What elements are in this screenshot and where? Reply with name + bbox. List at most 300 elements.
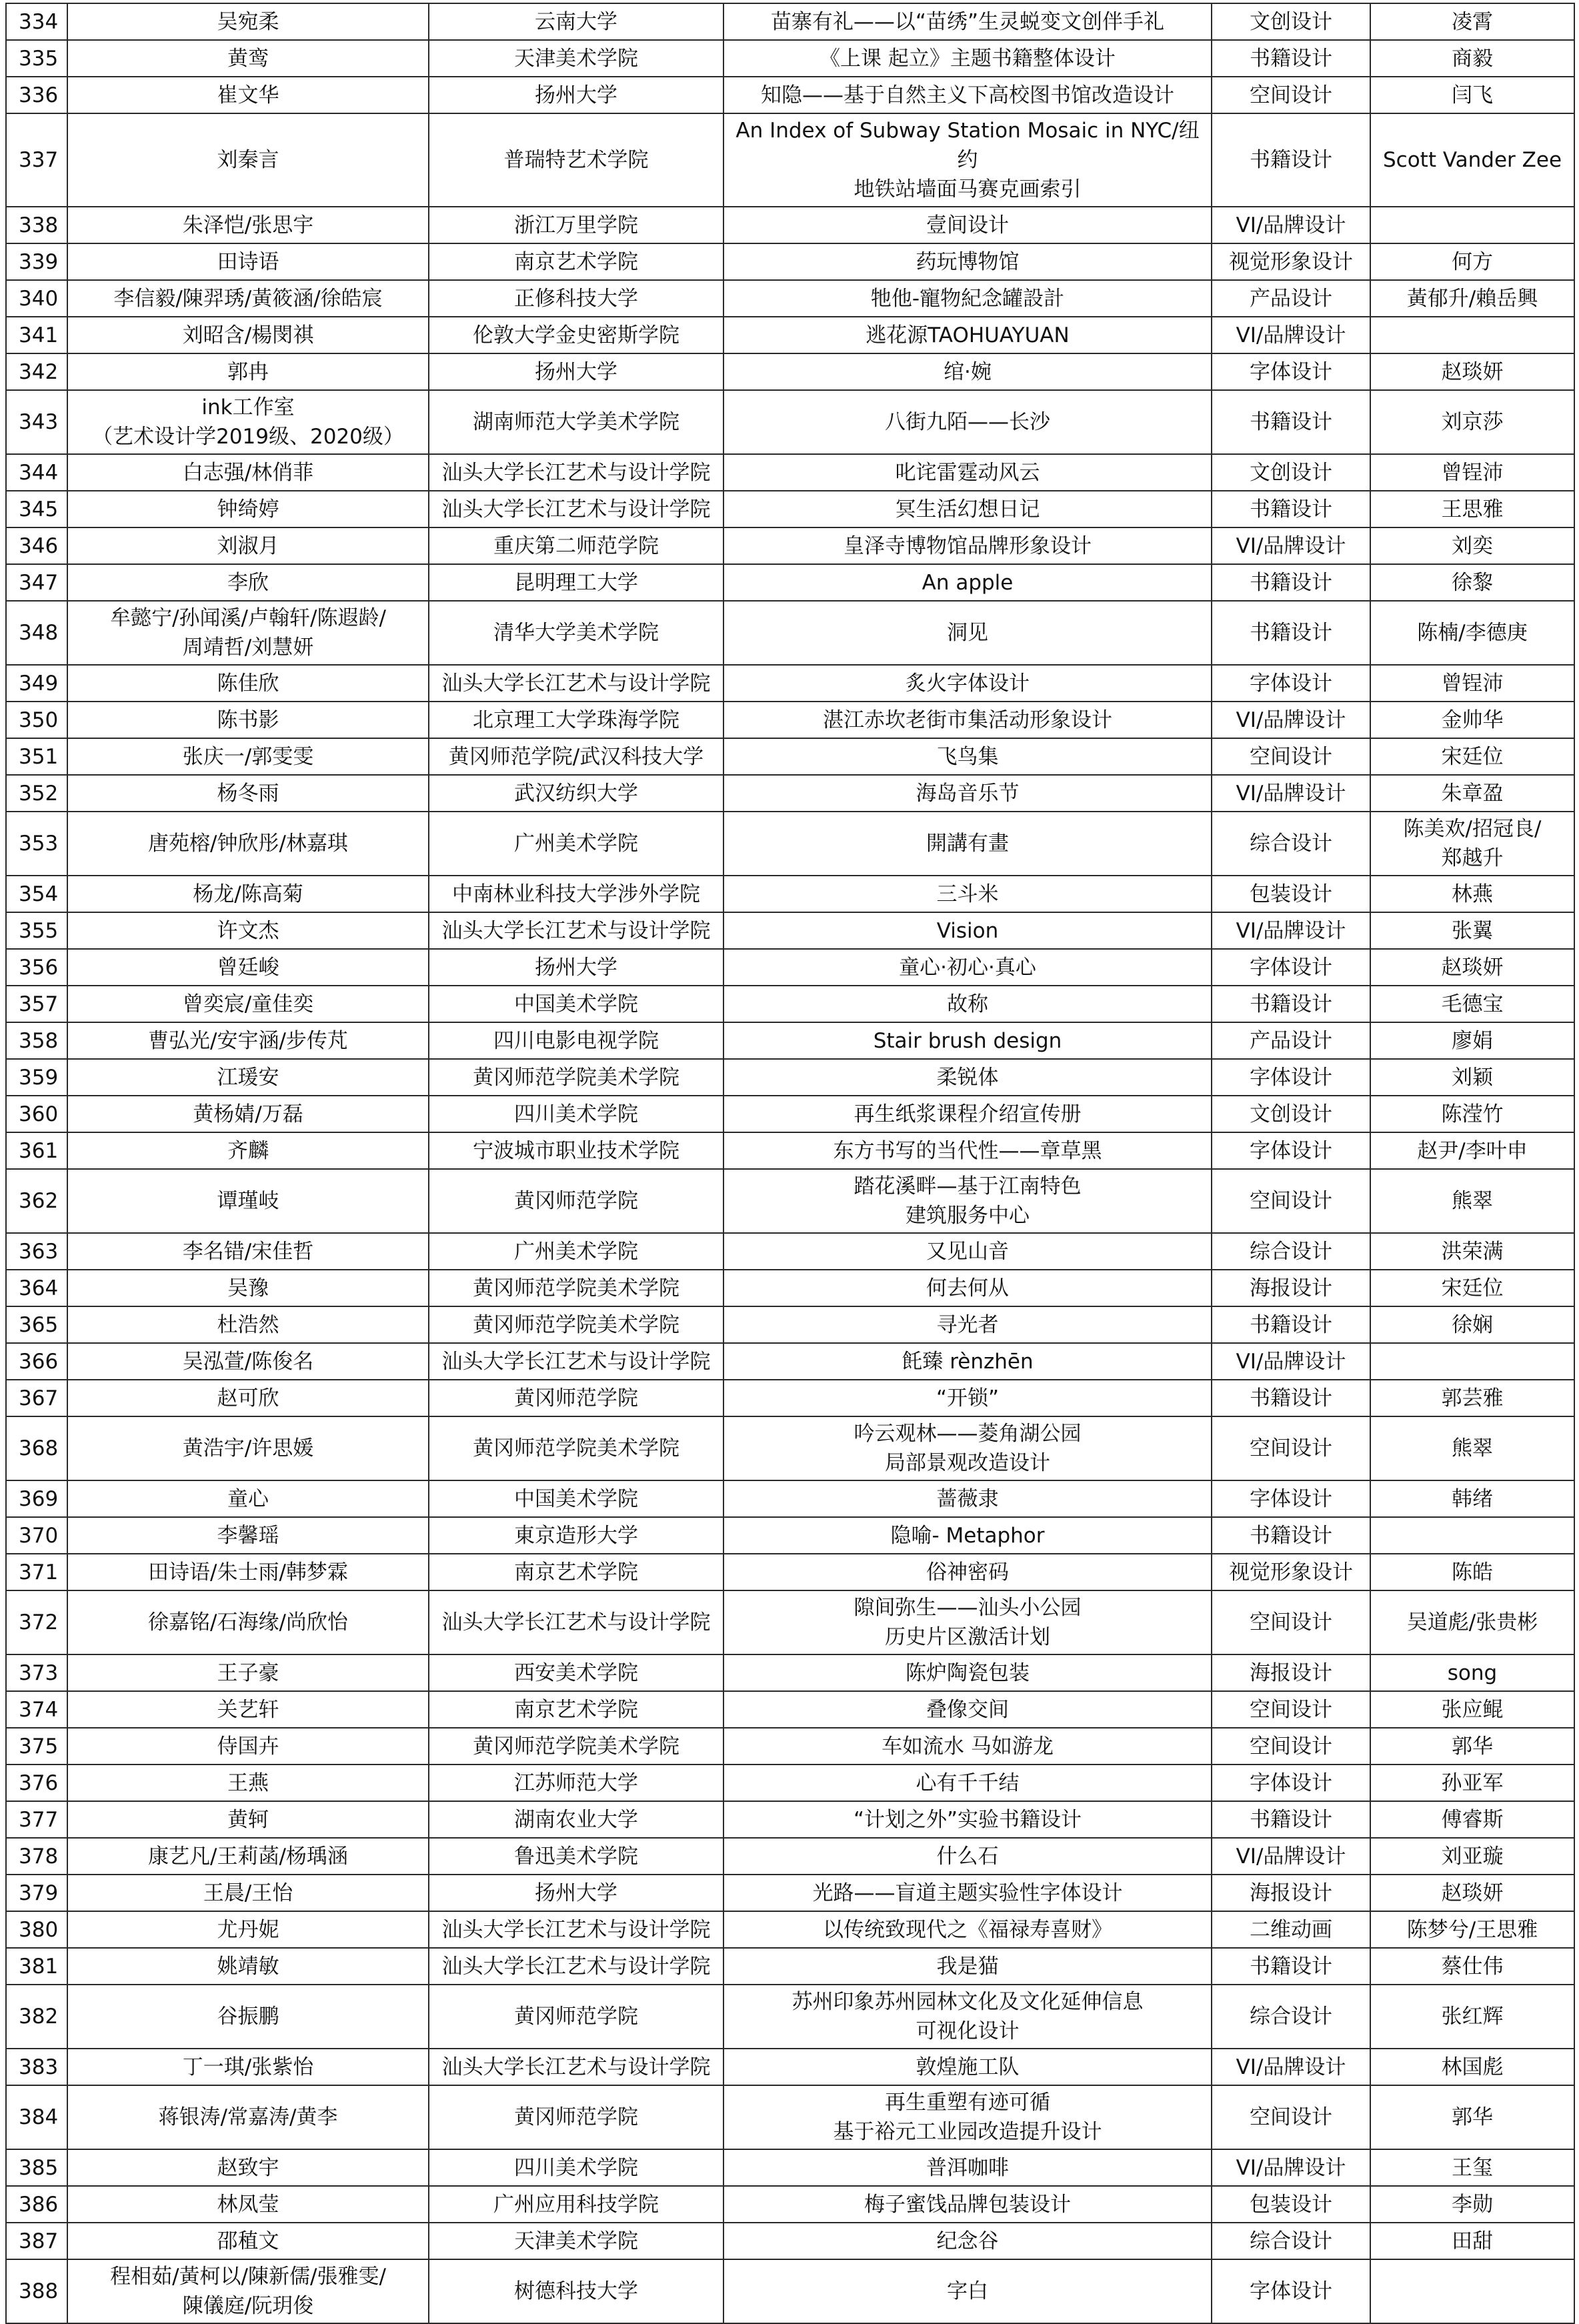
entry-number: 350 — [6, 702, 67, 738]
table-row — [6, 1022, 1574, 1059]
table-row — [6, 876, 1574, 912]
title-cell: “计划之外”实验书籍设计 — [723, 1801, 1212, 1838]
advisor-cell: 刘京莎 — [1370, 390, 1574, 454]
advisor-cell: 徐黎 — [1370, 564, 1574, 601]
entry-number: 347 — [6, 564, 67, 601]
entry-number: 341 — [6, 317, 67, 353]
category-cell: 产品设计 — [1212, 280, 1370, 317]
advisor-cell: 赵琰妍 — [1370, 1875, 1574, 1911]
entry-number: 338 — [6, 207, 67, 243]
author-cell: 关艺轩 — [67, 1691, 429, 1728]
category-cell: 视觉形象设计 — [1212, 243, 1370, 280]
author-cell: 童心 — [67, 1480, 429, 1517]
school-cell: 汕头大学长江艺术与设计学院 — [429, 912, 723, 949]
advisor-cell: 田甜 — [1370, 2223, 1574, 2259]
category-cell: 字体设计 — [1212, 1059, 1370, 1096]
title-cell: 车如流水 马如游龙 — [723, 1728, 1212, 1765]
table-row — [6, 1801, 1574, 1838]
category-cell: 海报设计 — [1212, 1270, 1370, 1306]
category-cell: 书籍设计 — [1212, 1306, 1370, 1343]
table-row — [6, 113, 1574, 207]
category-cell: 文创设计 — [1212, 454, 1370, 491]
advisor-cell: 王思雅 — [1370, 491, 1574, 527]
category-cell: 字体设计 — [1212, 949, 1370, 986]
title-cell: 飞鸟集 — [723, 738, 1212, 775]
table-row — [6, 40, 1574, 77]
results-table — [5, 3, 1575, 2324]
school-cell: 清华大学美术学院 — [429, 601, 723, 665]
table-row — [6, 665, 1574, 702]
school-cell: 汕头大学长江艺术与设计学院 — [429, 1911, 723, 1948]
author-cell: 谭瑾岐 — [67, 1169, 429, 1233]
table-row — [6, 1517, 1574, 1554]
category-cell: 包装设计 — [1212, 876, 1370, 912]
title-cell: 药玩博物馆 — [723, 243, 1212, 280]
title-cell: 心有千千结 — [723, 1765, 1212, 1801]
title-cell: 苏州印象苏州园林文化及文化延伸信息 可视化设计 — [723, 1985, 1212, 2049]
entry-number: 334 — [6, 3, 67, 40]
entry-number: 380 — [6, 1911, 67, 1948]
entry-number: 376 — [6, 1765, 67, 1801]
school-cell: 湖南师范大学美术学院 — [429, 390, 723, 454]
table-row — [6, 1380, 1574, 1416]
author-cell: 杨冬雨 — [67, 775, 429, 812]
entry-number: 387 — [6, 2223, 67, 2259]
school-cell: 四川电影电视学院 — [429, 1022, 723, 1059]
author-cell: 赵致宇 — [67, 2149, 429, 2186]
entry-number: 363 — [6, 1233, 67, 1270]
category-cell: 空间设计 — [1212, 77, 1370, 113]
entry-number: 339 — [6, 243, 67, 280]
school-cell: 汕头大学长江艺术与设计学院 — [429, 1343, 723, 1380]
author-cell: 谷振鹏 — [67, 1985, 429, 2049]
category-cell: 海报设计 — [1212, 1654, 1370, 1691]
school-cell: 正修科技大学 — [429, 280, 723, 317]
school-cell: 汕头大学长江艺术与设计学院 — [429, 1948, 723, 1985]
school-cell: 黄冈师范学院 — [429, 1380, 723, 1416]
entry-number: 353 — [6, 812, 67, 876]
author-cell: 黄轲 — [67, 1801, 429, 1838]
table-row — [6, 1169, 1574, 1233]
school-cell: 黄冈师范学院 — [429, 1985, 723, 2049]
entry-number: 360 — [6, 1096, 67, 1132]
author-cell: 吴豫 — [67, 1270, 429, 1306]
school-cell: 黄冈师范学院美术学院 — [429, 1728, 723, 1765]
category-cell: 二维动画 — [1212, 1911, 1370, 1948]
advisor-cell: 蔡仕伟 — [1370, 1948, 1574, 1985]
school-cell: 汕头大学长江艺术与设计学院 — [429, 491, 723, 527]
author-cell: 姚靖敏 — [67, 1948, 429, 1985]
advisor-cell: song — [1370, 1654, 1574, 1691]
school-cell: 汕头大学长江艺术与设计学院 — [429, 665, 723, 702]
advisor-cell: 张应鲲 — [1370, 1691, 1574, 1728]
table-row — [6, 317, 1574, 353]
advisor-cell: 金帅华 — [1370, 702, 1574, 738]
author-cell: ink工作室 （艺术设计学2019级、2020级） — [67, 390, 429, 454]
title-cell: 八街九陌——长沙 — [723, 390, 1212, 454]
category-cell: 字体设计 — [1212, 1480, 1370, 1517]
table-row — [6, 986, 1574, 1022]
advisor-cell: 刘奕 — [1370, 527, 1574, 564]
title-cell: 柔锐体 — [723, 1059, 1212, 1096]
title-cell: Vision — [723, 912, 1212, 949]
school-cell: 汕头大学长江艺术与设计学院 — [429, 1590, 723, 1654]
advisor-cell: 陈美欢/招冠良/ 郑越升 — [1370, 812, 1574, 876]
advisor-cell: 郭芸雅 — [1370, 1380, 1574, 1416]
school-cell: 黄冈师范学院美术学院 — [429, 1416, 723, 1480]
school-cell: 江苏师范大学 — [429, 1765, 723, 1801]
title-cell: 知隐——基于自然主义下高校图书馆改造设计 — [723, 77, 1212, 113]
category-cell: VI/品牌设计 — [1212, 2049, 1370, 2085]
school-cell: 天津美术学院 — [429, 2223, 723, 2259]
author-cell: 程相茹/黃柯以/陳新儒/張雅雯/ 陳儀庭/阮玥俊 — [67, 2259, 429, 2323]
advisor-cell: 毛德宝 — [1370, 986, 1574, 1022]
advisor-cell: 郭华 — [1370, 1728, 1574, 1765]
author-cell: 吴泓萱/陈俊名 — [67, 1343, 429, 1380]
author-cell: 李馨瑶 — [67, 1517, 429, 1554]
table-row — [6, 207, 1574, 243]
entry-number: 357 — [6, 986, 67, 1022]
title-cell: 三斗米 — [723, 876, 1212, 912]
school-cell: 南京艺术学院 — [429, 1554, 723, 1590]
category-cell: 书籍设计 — [1212, 390, 1370, 454]
school-cell: 北京理工大学珠海学院 — [429, 702, 723, 738]
title-cell: 隙间弥生——汕头小公园 历史片区激活计划 — [723, 1590, 1212, 1654]
category-cell: VI/品牌设计 — [1212, 527, 1370, 564]
title-cell: 飥臻 rènzhēn — [723, 1343, 1212, 1380]
title-cell: 皇泽寺博物馆品牌形象设计 — [723, 527, 1212, 564]
table-row — [6, 1132, 1574, 1169]
category-cell: 空间设计 — [1212, 738, 1370, 775]
table-row — [6, 1554, 1574, 1590]
advisor-cell — [1370, 207, 1574, 243]
advisor-cell: 熊翠 — [1370, 1169, 1574, 1233]
author-cell: 江瑗安 — [67, 1059, 429, 1096]
entry-number: 361 — [6, 1132, 67, 1169]
entry-number: 375 — [6, 1728, 67, 1765]
advisor-cell: 孙亚军 — [1370, 1765, 1574, 1801]
school-cell: 四川美术学院 — [429, 1096, 723, 1132]
school-cell: 南京艺术学院 — [429, 243, 723, 280]
table-row — [6, 1654, 1574, 1691]
category-cell: 海报设计 — [1212, 1875, 1370, 1911]
advisor-cell: 何方 — [1370, 243, 1574, 280]
table-row — [6, 738, 1574, 775]
entry-number: 373 — [6, 1654, 67, 1691]
category-cell: 综合设计 — [1212, 1985, 1370, 2049]
author-cell: 陈佳欣 — [67, 665, 429, 702]
author-cell: 李名错/宋佳哲 — [67, 1233, 429, 1270]
table-body — [6, 3, 1574, 2323]
category-cell: 综合设计 — [1212, 812, 1370, 876]
advisor-cell: 刘亚璇 — [1370, 1838, 1574, 1875]
category-cell: 字体设计 — [1212, 1765, 1370, 1801]
title-cell: 敦煌施工队 — [723, 2049, 1212, 2085]
table-row — [6, 2049, 1574, 2085]
school-cell: 武汉纺织大学 — [429, 775, 723, 812]
title-cell: 光路——盲道主题实验性字体设计 — [723, 1875, 1212, 1911]
table-row — [6, 1948, 1574, 1985]
table-row — [6, 1765, 1574, 1801]
category-cell: 字体设计 — [1212, 1132, 1370, 1169]
advisor-cell: 张翼 — [1370, 912, 1574, 949]
advisor-cell: 张红辉 — [1370, 1985, 1574, 2049]
author-cell: 王燕 — [67, 1765, 429, 1801]
author-cell: 王晨/王怡 — [67, 1875, 429, 1911]
entry-number: 365 — [6, 1306, 67, 1343]
entry-number: 335 — [6, 40, 67, 77]
title-cell: 又见山音 — [723, 1233, 1212, 1270]
category-cell: 书籍设计 — [1212, 1380, 1370, 1416]
entry-number: 386 — [6, 2186, 67, 2223]
category-cell: 书籍设计 — [1212, 491, 1370, 527]
table-row — [6, 2085, 1574, 2149]
school-cell: 中国美术学院 — [429, 986, 723, 1022]
advisor-cell: 陈楠/李德庚 — [1370, 601, 1574, 665]
category-cell: 书籍设计 — [1212, 601, 1370, 665]
advisor-cell: 王玺 — [1370, 2149, 1574, 2186]
advisor-cell: 赵琰妍 — [1370, 949, 1574, 986]
title-cell: 叱诧雷霆动风云 — [723, 454, 1212, 491]
school-cell: 黄冈师范学院/武汉科技大学 — [429, 738, 723, 775]
school-cell: 扬州大学 — [429, 77, 723, 113]
entry-number: 358 — [6, 1022, 67, 1059]
author-cell: 杨龙/陈高菊 — [67, 876, 429, 912]
advisor-cell: 傅睿斯 — [1370, 1801, 1574, 1838]
table-row — [6, 454, 1574, 491]
title-cell: 牠他-寵物紀念罐設計 — [723, 280, 1212, 317]
entry-number: 370 — [6, 1517, 67, 1554]
entry-number: 359 — [6, 1059, 67, 1096]
title-cell: 苗寨有礼——以“苗绣”生灵蜕变文创伴手礼 — [723, 3, 1212, 40]
table-row — [6, 2259, 1574, 2323]
author-cell: 田诗语 — [67, 243, 429, 280]
table-row — [6, 1728, 1574, 1765]
entry-number: 381 — [6, 1948, 67, 1985]
title-cell: 逃花源TAOHUAYUAN — [723, 317, 1212, 353]
category-cell: VI/品牌设计 — [1212, 317, 1370, 353]
school-cell: 扬州大学 — [429, 353, 723, 390]
advisor-cell: 韩绪 — [1370, 1480, 1574, 1517]
table-row — [6, 353, 1574, 390]
entry-number: 351 — [6, 738, 67, 775]
school-cell: 广州美术学院 — [429, 812, 723, 876]
author-cell: 黄杨婧/万磊 — [67, 1096, 429, 1132]
title-cell: 以传统致现代之《福禄寿喜财》 — [723, 1911, 1212, 1948]
table-row — [6, 2186, 1574, 2223]
advisor-cell — [1370, 1343, 1574, 1380]
entry-number: 371 — [6, 1554, 67, 1590]
title-cell: 再生纸浆课程介绍宣传册 — [723, 1096, 1212, 1132]
entry-number: 379 — [6, 1875, 67, 1911]
author-cell: 齐麟 — [67, 1132, 429, 1169]
table-row — [6, 601, 1574, 665]
category-cell: VI/品牌设计 — [1212, 1838, 1370, 1875]
title-cell: 故称 — [723, 986, 1212, 1022]
author-cell: 邵稙文 — [67, 2223, 429, 2259]
title-cell: 開講有畫 — [723, 812, 1212, 876]
title-cell: 俗神密码 — [723, 1554, 1212, 1590]
table-row — [6, 1875, 1574, 1911]
school-cell: 普瑞特艺术学院 — [429, 113, 723, 207]
school-cell: 汕头大学长江艺术与设计学院 — [429, 454, 723, 491]
advisor-cell: 赵琰妍 — [1370, 353, 1574, 390]
school-cell: 重庆第二师范学院 — [429, 527, 723, 564]
title-cell: 何去何从 — [723, 1270, 1212, 1306]
table-row — [6, 1691, 1574, 1728]
title-cell: 踏花溪畔—基于江南特色 建筑服务中心 — [723, 1169, 1212, 1233]
table-row — [6, 280, 1574, 317]
category-cell: 书籍设计 — [1212, 40, 1370, 77]
category-cell: 文创设计 — [1212, 1096, 1370, 1132]
table-row — [6, 949, 1574, 986]
author-cell: 黄鸾 — [67, 40, 429, 77]
author-cell: 康艺凡/王莉菡/杨瑀涵 — [67, 1838, 429, 1875]
category-cell: VI/品牌设计 — [1212, 912, 1370, 949]
table-row — [6, 527, 1574, 564]
advisor-cell: 闫飞 — [1370, 77, 1574, 113]
entry-number: 352 — [6, 775, 67, 812]
table-row — [6, 1590, 1574, 1654]
advisor-cell: 朱章盈 — [1370, 775, 1574, 812]
title-cell: 陈炉陶瓷包装 — [723, 1654, 1212, 1691]
advisor-cell: 陈梦兮/王思雅 — [1370, 1911, 1574, 1948]
school-cell: 天津美术学院 — [429, 40, 723, 77]
category-cell: 书籍设计 — [1212, 113, 1370, 207]
author-cell: 曾奕宸/童佳奕 — [67, 986, 429, 1022]
author-cell: 蒋银涛/常嘉涛/黄李 — [67, 2085, 429, 2149]
author-cell: 牟懿宁/孙闻溪/卢翰轩/陈遐龄/ 周靖哲/刘慧妍 — [67, 601, 429, 665]
category-cell: 空间设计 — [1212, 1691, 1370, 1728]
category-cell: VI/品牌设计 — [1212, 702, 1370, 738]
title-cell: 叠像交间 — [723, 1691, 1212, 1728]
table-row — [6, 1270, 1574, 1306]
author-cell: 郭冉 — [67, 353, 429, 390]
author-cell: 朱泽恺/张思宇 — [67, 207, 429, 243]
category-cell: 字体设计 — [1212, 665, 1370, 702]
entry-number: 378 — [6, 1838, 67, 1875]
advisor-cell: 廖娟 — [1370, 1022, 1574, 1059]
advisor-cell: 吴道彪/张贵彬 — [1370, 1590, 1574, 1654]
table-row — [6, 912, 1574, 949]
entry-number: 356 — [6, 949, 67, 986]
entry-number: 383 — [6, 2049, 67, 2085]
table-row — [6, 3, 1574, 40]
entry-number: 337 — [6, 113, 67, 207]
author-cell: 李欣 — [67, 564, 429, 601]
advisor-cell: 凌霄 — [1370, 3, 1574, 40]
table-row — [6, 2223, 1574, 2259]
advisor-cell: 洪荣满 — [1370, 1233, 1574, 1270]
entry-number: 354 — [6, 876, 67, 912]
table-row — [6, 1096, 1574, 1132]
author-cell: 张庆一/郭雯雯 — [67, 738, 429, 775]
author-cell: 钟绮婷 — [67, 491, 429, 527]
school-cell: 树德科技大学 — [429, 2259, 723, 2323]
author-cell: 白志强/林俏菲 — [67, 454, 429, 491]
advisor-cell: 郭华 — [1370, 2085, 1574, 2149]
entry-number: 343 — [6, 390, 67, 454]
school-cell: 伦敦大学金史密斯学院 — [429, 317, 723, 353]
school-cell: 广州美术学院 — [429, 1233, 723, 1270]
category-cell: 包装设计 — [1212, 2186, 1370, 2223]
title-cell: 隐喻- Metaphor — [723, 1517, 1212, 1554]
table-row — [6, 702, 1574, 738]
advisor-cell — [1370, 317, 1574, 353]
title-cell: 绾·婉 — [723, 353, 1212, 390]
entry-number: 355 — [6, 912, 67, 949]
entry-number: 368 — [6, 1416, 67, 1480]
author-cell: 刘昭含/楊閔祺 — [67, 317, 429, 353]
author-cell: 尤丹妮 — [67, 1911, 429, 1948]
school-cell: 汕头大学长江艺术与设计学院 — [429, 2049, 723, 2085]
author-cell: 吴宛柔 — [67, 3, 429, 40]
table-row — [6, 1343, 1574, 1380]
category-cell: 视觉形象设计 — [1212, 1554, 1370, 1590]
author-cell: 赵可欣 — [67, 1380, 429, 1416]
advisor-cell: 曾锃沛 — [1370, 454, 1574, 491]
author-cell: 曹弘光/安宇涵/步传芃 — [67, 1022, 429, 1059]
title-cell: Stair brush design — [723, 1022, 1212, 1059]
table-row — [6, 243, 1574, 280]
table-row — [6, 812, 1574, 876]
author-cell: 刘秦言 — [67, 113, 429, 207]
author-cell: 唐苑榕/钟欣彤/林嘉琪 — [67, 812, 429, 876]
title-cell: 我是猫 — [723, 1948, 1212, 1985]
table-row — [6, 1480, 1574, 1517]
title-cell: 洞见 — [723, 601, 1212, 665]
school-cell: 四川美术学院 — [429, 2149, 723, 2186]
advisor-cell: 曾锃沛 — [1370, 665, 1574, 702]
category-cell: 空间设计 — [1212, 2085, 1370, 2149]
entry-number: 382 — [6, 1985, 67, 2049]
entry-number: 369 — [6, 1480, 67, 1517]
advisor-cell: 黃郁升/賴岳興 — [1370, 280, 1574, 317]
table-row — [6, 1059, 1574, 1096]
school-cell: 鲁迅美术学院 — [429, 1838, 723, 1875]
title-cell: 再生重塑有迹可循 基于裕元工业园改造提升设计 — [723, 2085, 1212, 2149]
table-row — [6, 390, 1574, 454]
entry-number: 388 — [6, 2259, 67, 2323]
category-cell: 书籍设计 — [1212, 1948, 1370, 1985]
category-cell: VI/品牌设计 — [1212, 207, 1370, 243]
author-cell: 田诗语/朱士雨/韩梦霖 — [67, 1554, 429, 1590]
table-row — [6, 1985, 1574, 2049]
school-cell: 扬州大学 — [429, 949, 723, 986]
entry-number: 377 — [6, 1801, 67, 1838]
title-cell: 普洱咖啡 — [723, 2149, 1212, 2186]
entry-number: 374 — [6, 1691, 67, 1728]
school-cell: 東京造形大学 — [429, 1517, 723, 1554]
advisor-cell — [1370, 1517, 1574, 1554]
title-cell: 东方书写的当代性——章草黑 — [723, 1132, 1212, 1169]
school-cell: 湖南农业大学 — [429, 1801, 723, 1838]
entry-number: 362 — [6, 1169, 67, 1233]
school-cell: 昆明理工大学 — [429, 564, 723, 601]
category-cell: 空间设计 — [1212, 1169, 1370, 1233]
title-cell: 纪念谷 — [723, 2223, 1212, 2259]
author-cell: 黄浩宇/许思媛 — [67, 1416, 429, 1480]
advisor-cell: 赵尹/李叶申 — [1370, 1132, 1574, 1169]
category-cell: 书籍设计 — [1212, 1801, 1370, 1838]
entry-number: 346 — [6, 527, 67, 564]
author-cell: 杜浩然 — [67, 1306, 429, 1343]
entry-number: 345 — [6, 491, 67, 527]
advisor-cell: 陈滢竹 — [1370, 1096, 1574, 1132]
author-cell: 曾廷峻 — [67, 949, 429, 986]
category-cell: 字体设计 — [1212, 353, 1370, 390]
table-row — [6, 1306, 1574, 1343]
